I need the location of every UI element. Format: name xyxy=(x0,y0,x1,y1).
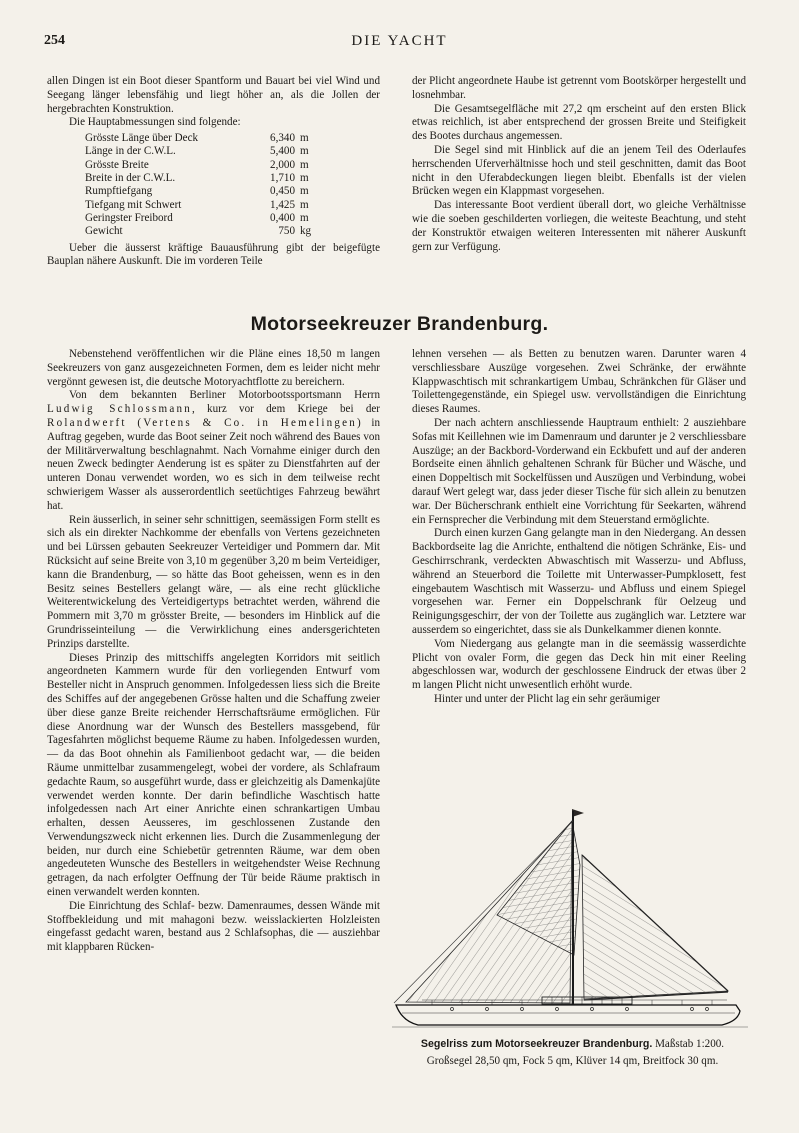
prev-right-paragraph-4: Das interessante Boot verdient überall dort, wo gleiche Verhältnisse wie die soeben geschilderten vorliegen, die weiteste Beachtung, und steht der Konstruktör etwaigen weiteren Interessenten mit näherer Auskunft gern zur Verfügung. xyxy=(412,199,746,253)
article-right-paragraph-1: lehnen versehen — als Betten zu benutzen waren. Darunter waren 4 verschliessbare Auszüge vorgesehen. Zwei Schränke, der erwähnte Klappwaschtisch mit schrankartigem Umbau, Schränkchen für Gläser und Toilettengegenstände, ein Spiegel usw. vervollständigen die Einrichtung dieses Raumes. xyxy=(412,348,746,416)
dimension-row xyxy=(85,185,330,198)
dimension-unit: m xyxy=(300,158,309,171)
article-left-paragraph-4: Dieses Prinzip des mittschiffs angelegten Korridors mit seitlich angeordneten Kammern wurde für den vorliegenden Entwurf vom Besteller nicht in Anspruch genommen. Infolgedessen liess sich die Breite des Schiffes auf der angegebenen Grösse halten und die Schaffung zweier über diese ganze Breite reichender Herrschaftsräume ermöglichen. Für diese Anordnung war der Wunsch des Bestellers massgebend, für Tagesfahrten möglichst bequeme Räume zu haben. Infolgedessen wurden, — da das Boot ohnehin als Familienboot gedacht war, — die beiden Räume unmittelbar zusammengelegt, wobei der vordere, als Schlafraum gedachte Raum, so ausgeführt wurde, dass er gleichzeitig als Damenkajüte verwendet werden konnte. Der darin befindliche Waschtisch hatte infolgedessen nach Art einer Anrichte einen schrankartigen Umbau erhalten, dessen Aeusseres, im geschlossenen Zustande den Verwendungszweck nicht erkennen lies. Durch die Zusammenlegung der beiden, nur durch eine Schiebetür getrennten Räume, war dem oben angedeuteten Wunsche des Bestellers in weitgehendster Weise Rechnung getragen, da nach erfolgter Oeffnung der Tür beide Räume praktisch in einen verwandelt werden konnten. xyxy=(47,651,380,899)
caption-sail-areas: Großsegel 28,50 qm, Fock 5 qm, Klüver 14 qm, Breitfock 30 qm. xyxy=(426,1055,719,1067)
article-left-paragraph-3: Rein äusserlich, in seiner sehr schnittigen, seemässigen Form stellt es sich als ein direkter Nachkomme der ebenfalls von Vertens gezeichneten und bei Lürssen gebauten Seekreuzer Verteidiger und Pommern dar. Mit Rücksicht auf seine Breite von 3,10 m gegenüber 3,20 m beim Verteidiger, kann die Brandenburg, — so hätte das Boot geheissen, wenn es in den Besitz seines Bestellers gelangt wäre, — als eine recht glückliche Weiterentwickelung des Verteidigertyps betrachtet werden, während die Pommern mit 3,70 m grösster Breite, — besonders im Hinblick auf die Grundrisseinteilung — die Verwirklichung eines andersgerichteten Prinzips darstellte. xyxy=(47,513,380,650)
dimension-row xyxy=(85,225,330,238)
prev-article-left-column xyxy=(47,75,380,269)
article-left-paragraph-5: Die Einrichtung des Schlaf- bezw. Damenraumes, dessen Wände mit Stoffbekleidung und mit mahagoni bezw. weisslackierten Holzleisten eingefasst gedacht waren, bestand aus 2 Schlafsophas, die — ausziehbar mit klappbaren Rücken- xyxy=(47,899,380,954)
mainsail xyxy=(582,855,728,999)
article-left-paragraph-2 xyxy=(47,389,380,513)
dimension-unit: m xyxy=(300,172,309,185)
dimension-unit: m xyxy=(300,211,309,224)
prev-left-paragraph-1: allen Dingen ist ein Boot dieser Spantform und Bauart bei viel Wind und Seegang länger lebensfähig und liegt höher an, als die Jollen der hergebrachten Konstruktion. xyxy=(47,75,380,115)
article-right-paragraph-3: Durch einen kurzen Gang gelangte man in den Niedergang. An dessen Backbordseite lag die Anrichte, enthaltend die nötigen Schränke, Eis- und Geschirrschrank, verdeckten Abwaschtisch mit Wasserzu- und Abfluss, während an Steuerbord die Toilette mit Unterwasser-Pumpklosett, fest eingebautem Waschtisch mit Wasserzu- und Abfluss und einem Spiegel vorgesehen war. Ferner ein Doppelschrank für Oelzeug und Reinigungsgeschirr, der von der Toilette aus zugänglich war. Letztere war ausserdem so eingerichtet, dass sie als Dunkelkammer dienen konnte. xyxy=(412,527,746,636)
article-right-column xyxy=(412,348,746,707)
prev-right-paragraph-1: der Plicht angeordnete Haube ist getrennt vom Bootskörper hergestellt und losnehmbar. xyxy=(412,75,746,101)
p2-text-b: , kurz vor dem Kriege bei der xyxy=(191,403,381,416)
dimension-row xyxy=(85,145,330,158)
dimension-label: Breite in der C.W.L. xyxy=(85,172,176,185)
prev-right-paragraph-3: Die Segel sind mit Hinblick auf die an jenem Teil des Oderlaufes herrschenden Uferverhältnisse hoch und steil geschnitten, damit das Boot nicht in den Uferabdeckungen liegen bleibt. Ebenfalls ist der vielen Brücken wegen ein Klappmast vorgesehen. xyxy=(412,143,746,198)
dimension-label: Geringster Freibord xyxy=(85,211,173,224)
article-left-column xyxy=(47,348,380,955)
p2-text-c: in Auftrag gegeben, wurde das Boot seiner Zeit noch während des Baues von der Militärverwaltung beschlagnahmt. Nach Vornahme einiger durch den neuen Zweck bedingter Aenderung ist es später zu Dienstfahrten auf der unteren Donau verwendet worden, wo es sich in dem teilweise recht schwierigem Wasser als ausserordentlich seetüchtiges Fahrzeug bewährt hat. xyxy=(47,416,380,512)
dimension-value: 0,450 xyxy=(270,185,295,198)
dimension-value: 6,340 xyxy=(270,132,295,145)
article-left-paragraph-1: Nebenstehend veröffentlichen wir die Pläne eines 18,50 m langen Seekreuzers von ganz ausgezeichneten Formen, dem es leider nicht mehr vergönnt gewesen ist, die deutsche Motoryachtflotte zu bereichern. xyxy=(47,348,380,388)
dimension-value: 2,000 xyxy=(270,158,295,171)
dimension-value: 5,400 xyxy=(270,145,295,158)
page-number: 254 xyxy=(44,33,65,48)
jib-sail xyxy=(406,821,572,1003)
running-title: DIE YACHT xyxy=(351,33,448,49)
article-right-paragraph-4: Vom Niedergang aus gelangte man in die seemässig wasserdichte Plicht von ovaler Form, die gegen das Deck hin mit einer Reeling abgeschlossen war, wodurch der geschlossene Eindruck der etwas über 2 m langen Plicht nicht unwesentlich erhöht wurde. xyxy=(412,637,746,692)
p2-text-a: Von dem bekannten Berliner Motorbootssportsmann Herrn xyxy=(69,389,380,402)
caption-scale: Maßstab 1:200. xyxy=(655,1038,725,1050)
dimension-row xyxy=(85,159,330,172)
dimension-row xyxy=(85,172,330,185)
dimension-label: Grösste Breite xyxy=(85,158,149,171)
dimension-value: 0,400 xyxy=(270,211,295,224)
dimension-row xyxy=(85,212,330,225)
dimension-value: 1,710 xyxy=(270,172,295,185)
caption-title: Segelriss zum Motorseekreuzer Brandenburg. xyxy=(420,1038,653,1050)
dimension-row xyxy=(85,132,330,145)
dimensions-table xyxy=(85,132,330,238)
hull xyxy=(396,1005,740,1025)
shipyard-name: Rolandwerft (Vertens & Co. in Hemelingen) xyxy=(47,416,363,429)
figure-caption xyxy=(395,1038,750,1050)
dimension-unit: m xyxy=(300,145,309,158)
article-title: Motorseekreuzer Brandenburg. xyxy=(250,313,549,335)
sail-plan-drawing xyxy=(392,805,748,1030)
dimension-value: 1,425 xyxy=(270,198,295,211)
prev-left-paragraph-3: Ueber die äusserst kräftige Bauausführung gibt der beigefügte Bauplan nähere Auskunft. Die im vorderen Teile xyxy=(47,241,380,268)
dimension-value: 750 xyxy=(278,225,295,238)
article-right-paragraph-5: Hinter und unter der Plicht lag ein sehr geräumiger xyxy=(434,692,661,705)
owner-name: Ludwig Schlossmann xyxy=(47,403,192,416)
dimension-unit: m xyxy=(300,198,309,211)
prev-left-paragraph-2: Die Hauptabmessungen sind folgende: xyxy=(69,116,241,129)
dimension-unit: kg xyxy=(300,225,312,238)
article-right-paragraph-2: Der nach achtern anschliessende Hauptraum enthielt: 2 ausziehbare Sofas mit Keillehnen wie im Damenraum und darunter je 2 verschliessbare Auszüge; an der Backbord-Vorderwand ein Eckbufett und auf der anderen Bordseite einen ähnlich gehaltenen Schrank für Bücher und Wäsche, und einen Doppeltisch mit Sockelfüssen und Auszügen und Verbindung, wobei darauf Wert gelegt war, dass jeder dieser Tische für sich allein zu benutzen war. Der Bücherschrank enthielt eine Vorrichtung für Seekarten, während ein Fernsprecher die Verbindung mit dem Steuerstand ermöglichte. xyxy=(412,416,746,526)
dimension-unit: m xyxy=(300,185,309,198)
dimension-label: Gewicht xyxy=(85,225,123,238)
dimension-label: Rumpftiefgang xyxy=(85,185,153,198)
dimension-unit: m xyxy=(300,132,309,145)
prev-article-right-column xyxy=(412,75,746,254)
dimension-row xyxy=(85,199,330,212)
dimension-label: Grösste Länge über Deck xyxy=(85,132,199,145)
dimension-label: Länge in der C.W.L. xyxy=(85,145,176,158)
prev-right-paragraph-2: Die Gesamtsegelfläche mit 27,2 qm erscheint auf den ersten Blick etwas reichlich, ist aber entsprechend der grossen Breite und Steifigkeit des Bootes durchaus angemessen. xyxy=(412,102,746,143)
dimension-label: Tiefgang mit Schwert xyxy=(85,198,182,211)
